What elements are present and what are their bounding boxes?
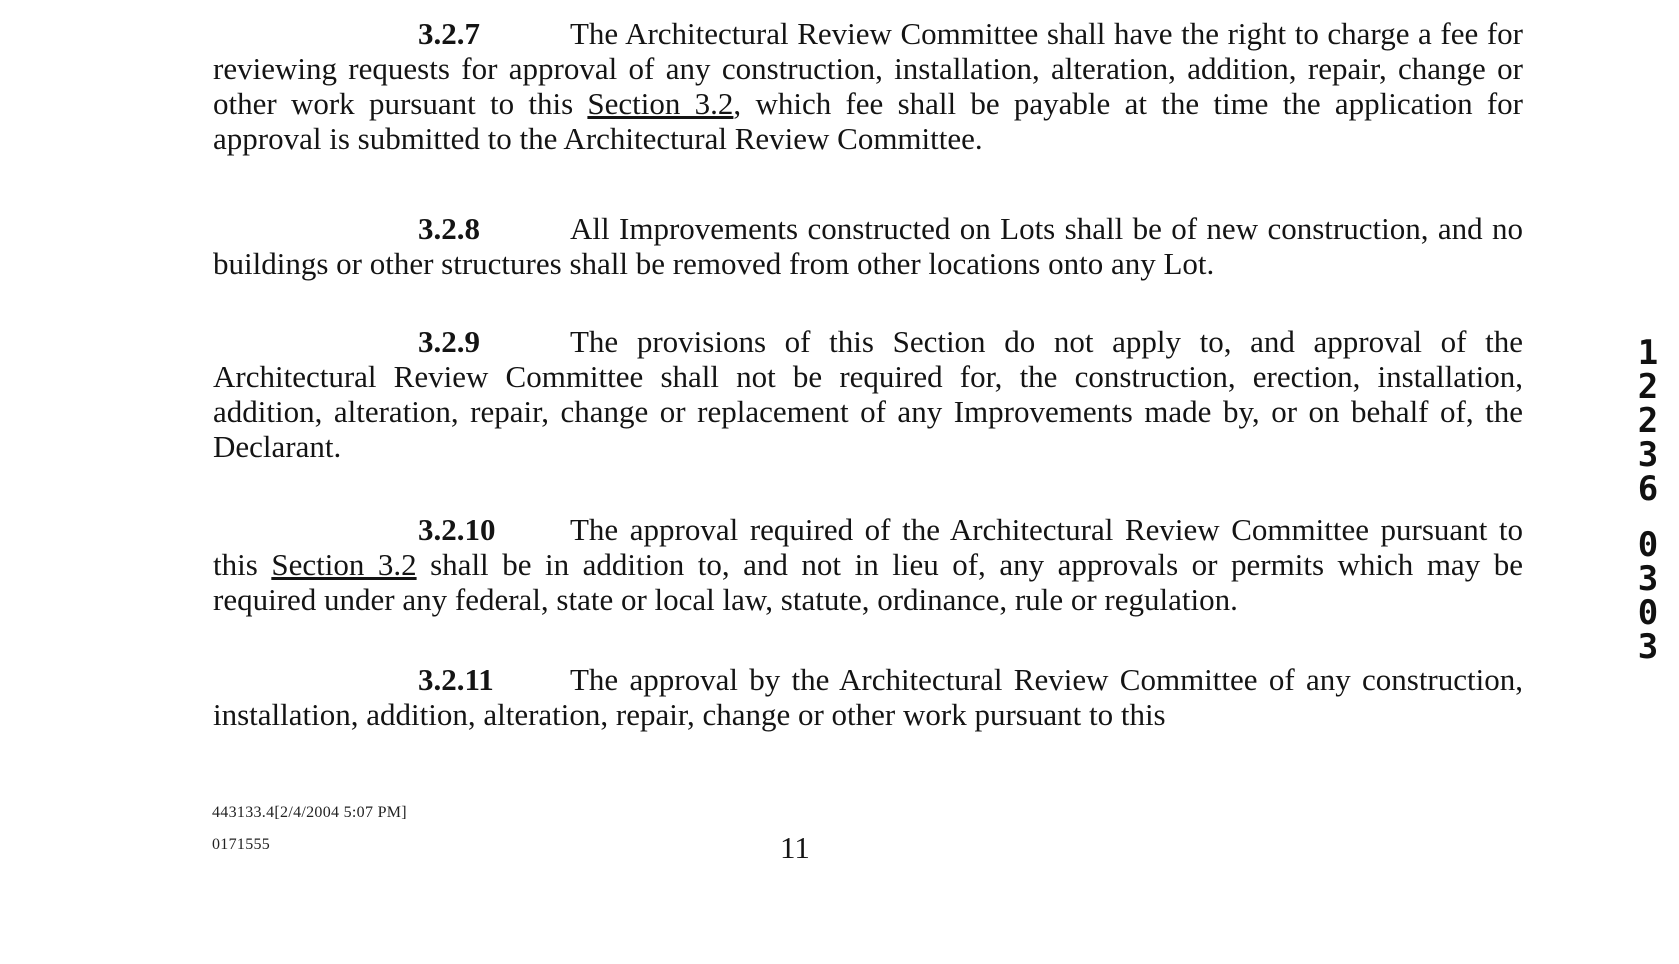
section-3-2-9 [213, 324, 1523, 464]
section-number: 3.2.10 [418, 512, 496, 547]
margin-digit: 3 [1637, 435, 1659, 475]
section-3-2-8 [213, 211, 1523, 281]
section-text: The Architectural Review Committee shall have the right to charge a fee for reviewing requests for approval of any construction, installation, alteration, addition, repair, change or other work pursuant to this [213, 16, 1523, 121]
section-3-2-11 [213, 662, 1523, 732]
margin-digit: 0 [1637, 525, 1659, 565]
footer-document-id: 443133.4[2/4/2004 5:07 PM] [212, 804, 407, 821]
section-text-continued: shall be in addition to, and not in lieu of, any approvals or permits which may be required under any federal, state or local law, statute, ordinance, rule or regulation. [213, 547, 1523, 617]
margin-digit: 1 [1637, 333, 1659, 373]
section-text-continued: , which fee shall be payable at the time the application for approval is submitted to the Architectural Review Committee. [213, 86, 1523, 156]
section-text: The approval by the Architectural Review Committee of any construction, installation, addition, alteration, repair, change or other work pursuant to this [213, 662, 1523, 732]
section-3-2-7 [213, 16, 1523, 156]
margin-digit: 0 [1637, 593, 1659, 633]
margin-digit: 2 [1637, 367, 1659, 407]
page-number: 11 [780, 830, 810, 865]
section-number: 3.2.9 [418, 324, 480, 359]
section-number: 3.2.11 [418, 662, 494, 697]
margin-digit: 6 [1637, 469, 1659, 509]
section-number: 3.2.7 [418, 16, 480, 51]
section-text: The provisions of this Section do not apply to, and approval of the Architectural Review Committee shall not be required for, the construction, erection, installation, addition, alteration, repair, change or replacement of any Improvements made by, or on behalf of, the Declarant. [213, 324, 1523, 464]
section-text: The approval required of the Architectural Review Committee pursuant to this [213, 512, 1523, 582]
margin-recording-number [1628, 333, 1668, 667]
footer-client-id: 0171555 [212, 836, 271, 853]
margin-digit: 3 [1637, 627, 1659, 667]
section-reference-link: Section 3.2 [271, 547, 417, 582]
section-3-2-10 [213, 512, 1523, 617]
section-number: 3.2.8 [418, 211, 480, 246]
margin-digit: 2 [1637, 401, 1659, 441]
section-text: All Improvements constructed on Lots shall be of new construction, and no buildings or other structures shall be removed from other locations onto any Lot. [213, 211, 1523, 281]
section-reference-link: Section 3.2 [587, 86, 734, 121]
margin-digit: 3 [1637, 559, 1659, 599]
